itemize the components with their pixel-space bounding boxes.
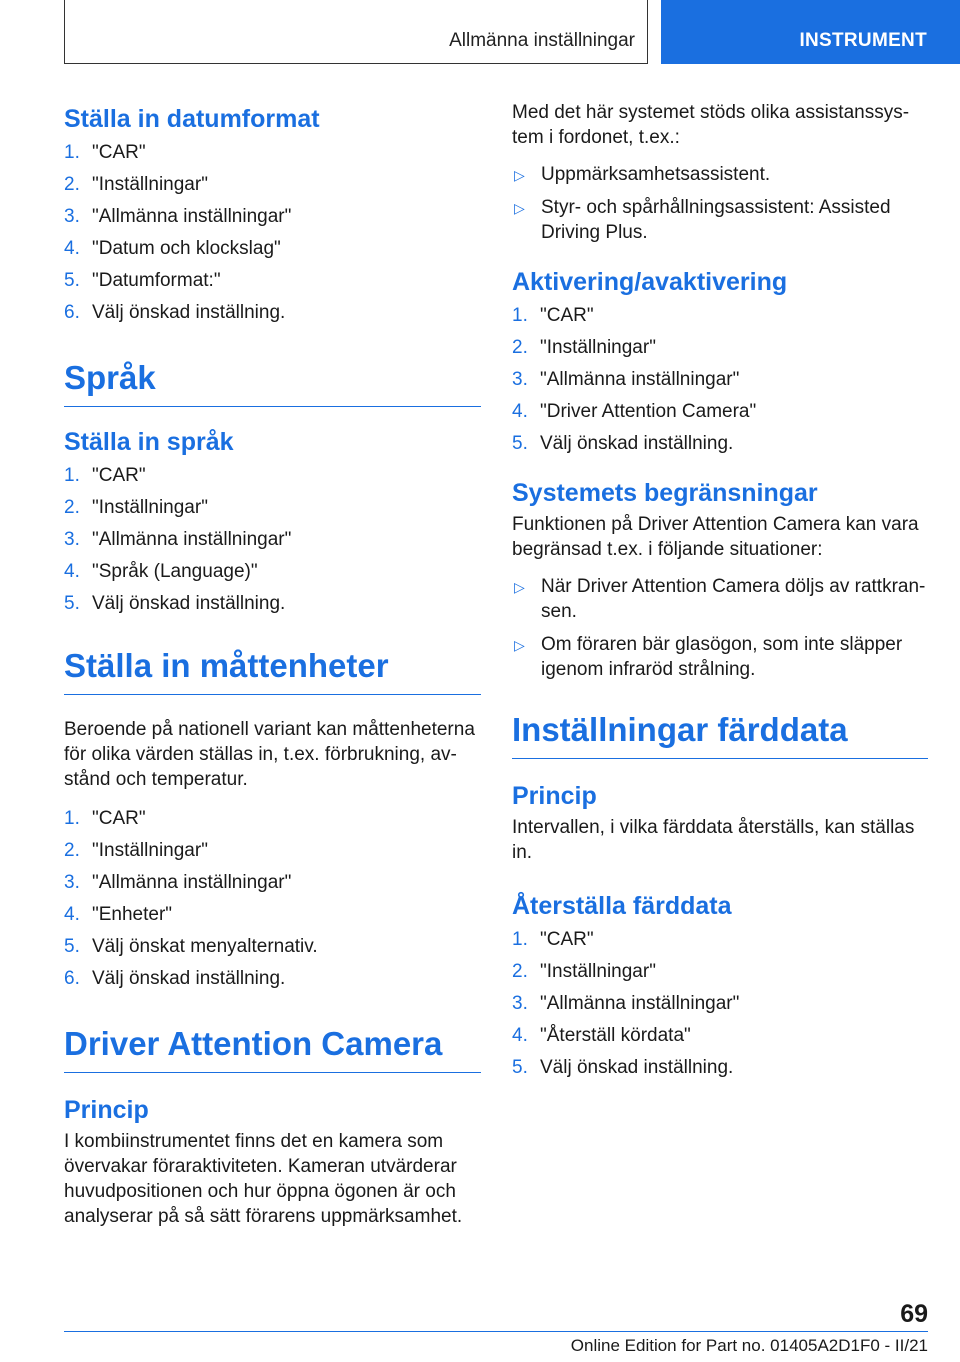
- bullet-item: [512, 195, 928, 245]
- step-item: [64, 463, 481, 488]
- step-number: 2.: [512, 961, 528, 982]
- bullets-begransningar: [512, 574, 928, 682]
- step-number: 6.: [64, 968, 80, 989]
- footer-divider: [64, 1331, 928, 1332]
- step-number: 4.: [512, 401, 528, 422]
- heading-aktivering: Aktivering/avaktivering: [512, 268, 788, 296]
- step-number: 3.: [512, 993, 528, 1014]
- step-text: "Inställningar": [92, 174, 208, 195]
- step-item: [512, 1055, 928, 1080]
- heading-begransningar: Systemets begränsningar: [512, 479, 818, 507]
- step-number: 5.: [512, 433, 528, 454]
- text-princip-farddata: Intervallen, i vilka färddata återställs, kan ställas in.: [512, 817, 915, 863]
- text-princip-dac: I kombiinstrumentet finns det en kamera som övervakar föraraktiviteten. Kameran utvärderar huvudpositionen och hur öppna ögonen är och analyserar på så sätt förarens uppmärksamhet.: [64, 1131, 463, 1227]
- step-item: [64, 902, 481, 927]
- heading-princip-farddata: Princip: [512, 782, 597, 810]
- page-number: 69: [900, 1300, 928, 1328]
- step-number: 6.: [64, 302, 80, 323]
- heading-datumformat: Ställa in datumformat: [64, 105, 320, 133]
- step-item: [64, 559, 481, 584]
- steps-sprak: [64, 463, 481, 616]
- text-begransningar: Funktionen på Driver Attention Camera kan vara begränsad t.ex. i följande situationer:: [512, 514, 919, 560]
- step-number: 3.: [64, 206, 80, 227]
- text-mattenheter: Beroende på nationell variant kan måttenheterna för olika värden ställas in, t.ex. förbrukning, avstånd och temperatur.: [64, 719, 475, 790]
- step-text: "Datumformat:": [92, 270, 221, 291]
- step-item: [64, 806, 481, 831]
- step-number: 5.: [64, 593, 80, 614]
- triangle-bullet-icon: ▷: [514, 167, 525, 183]
- step-text: Välj önskad inställning.: [540, 1057, 734, 1078]
- step-text: "CAR": [92, 808, 146, 829]
- header-section-box: [64, 0, 648, 64]
- triangle-bullet-icon: ▷: [514, 579, 525, 595]
- header-section-title: Allmänna inställningar: [449, 30, 635, 51]
- step-item: [64, 591, 481, 616]
- step-text: "Enheter": [92, 904, 173, 925]
- step-text: "Språk (Language)": [92, 561, 258, 582]
- step-item: [64, 300, 481, 325]
- step-number: 2.: [64, 174, 80, 195]
- triangle-bullet-icon: ▷: [514, 637, 525, 653]
- bullet-text: Styr- och spårhållningsassistent: Assisted Driving Plus.: [541, 197, 891, 243]
- bullet-item: [512, 632, 928, 682]
- step-text: "Allmänna inställningar": [540, 993, 740, 1014]
- step-text: Välj önskad inställning.: [92, 968, 286, 989]
- text-assistanssystem: Med det här systemet stöds olika assistanssystem i fordonet, t.ex.:: [512, 102, 910, 148]
- triangle-bullet-icon: ▷: [514, 200, 525, 216]
- step-text: "Inställningar": [540, 337, 656, 358]
- step-item: [64, 172, 481, 197]
- step-text: Välj önskad inställning.: [92, 302, 286, 323]
- step-item: [64, 838, 481, 863]
- heading-driver-attention-camera: Driver Attention Camera: [64, 1024, 481, 1073]
- step-text: "CAR": [540, 929, 594, 950]
- bullet-item: [512, 574, 928, 624]
- heading-stalla-in-sprak: Ställa in språk: [64, 428, 234, 456]
- footer-edition: Online Edition for Part no. 01405A2D1F0 - II/21: [570, 1336, 928, 1355]
- step-text: "CAR": [540, 305, 594, 326]
- step-text: "Återställ kördata": [540, 1025, 691, 1046]
- step-item: [512, 927, 928, 952]
- left-column: [64, 100, 481, 1229]
- step-number: 1.: [64, 465, 80, 486]
- right-column: [512, 100, 928, 1087]
- step-item: [64, 966, 481, 991]
- step-number: 3.: [64, 529, 80, 550]
- step-item: [512, 959, 928, 984]
- heading-princip-dac: Princip: [64, 1096, 149, 1124]
- step-item: [64, 268, 481, 293]
- step-text: Välj önskad inställning.: [540, 433, 734, 454]
- step-item: [64, 495, 481, 520]
- step-number: 4.: [64, 238, 80, 259]
- steps-datumformat: [64, 140, 481, 325]
- steps-aktivering: [512, 303, 928, 456]
- step-item: [64, 204, 481, 229]
- step-number: 5.: [64, 270, 80, 291]
- step-item: [512, 335, 928, 360]
- step-number: 1.: [512, 305, 528, 326]
- step-text: "Allmänna inställningar": [92, 872, 292, 893]
- step-text: "CAR": [92, 142, 146, 163]
- step-item: [512, 399, 928, 424]
- step-number: 3.: [512, 369, 528, 390]
- step-item: [512, 431, 928, 456]
- step-number: 5.: [512, 1057, 528, 1078]
- step-text: "Allmänna inställningar": [92, 206, 292, 227]
- step-number: 1.: [64, 808, 80, 829]
- step-item: [512, 1023, 928, 1048]
- step-number: 4.: [512, 1025, 528, 1046]
- step-number: 3.: [64, 872, 80, 893]
- step-number: 2.: [64, 840, 80, 861]
- bullet-text: Om föraren bär glasögon, som inte släpper igenom infraröd strålning.: [541, 634, 903, 680]
- step-item: [64, 870, 481, 895]
- step-text: "Allmänna inställningar": [92, 529, 292, 550]
- step-number: 1.: [512, 929, 528, 950]
- step-text: "Datum och klockslag": [92, 238, 281, 259]
- heading-sprak: Språk: [64, 358, 481, 407]
- step-text: "Inställningar": [540, 961, 656, 982]
- step-item: [512, 303, 928, 328]
- heading-installningar-farddata: Inställningar färddata: [512, 710, 928, 759]
- header-chapter-title: INSTRUMENT: [799, 30, 927, 51]
- step-item: [64, 934, 481, 959]
- step-text: "Allmänna inställningar": [540, 369, 740, 390]
- step-number: 2.: [64, 497, 80, 518]
- step-item: [512, 991, 928, 1016]
- bullets-assistanssystem: [512, 162, 928, 245]
- step-number: 5.: [64, 936, 80, 957]
- step-text: "Driver Attention Camera": [540, 401, 757, 422]
- step-item: [512, 367, 928, 392]
- step-item: [64, 236, 481, 261]
- step-item: [64, 140, 481, 165]
- header-chapter-tab: [661, 0, 960, 64]
- bullet-item: [512, 162, 928, 187]
- step-text: "Inställningar": [92, 840, 208, 861]
- step-number: 2.: [512, 337, 528, 358]
- step-item: [64, 527, 481, 552]
- step-text: Välj önskat menyalternativ.: [92, 936, 318, 957]
- heading-mattenheter: Ställa in måttenheter: [64, 646, 481, 695]
- step-text: Välj önskad inställning.: [92, 593, 286, 614]
- step-number: 4.: [64, 904, 80, 925]
- step-text: "Inställningar": [92, 497, 208, 518]
- bullet-text: När Driver Attention Camera döljs av rattkransen.: [541, 576, 926, 622]
- step-number: 4.: [64, 561, 80, 582]
- step-number: 1.: [64, 142, 80, 163]
- step-text: "CAR": [92, 465, 146, 486]
- bullet-text: Uppmärksamhetsassistent.: [541, 164, 771, 185]
- steps-aterstalla-farddata: [512, 927, 928, 1080]
- heading-aterstalla-farddata: Återställa färddata: [512, 892, 732, 920]
- steps-mattenheter: [64, 806, 481, 991]
